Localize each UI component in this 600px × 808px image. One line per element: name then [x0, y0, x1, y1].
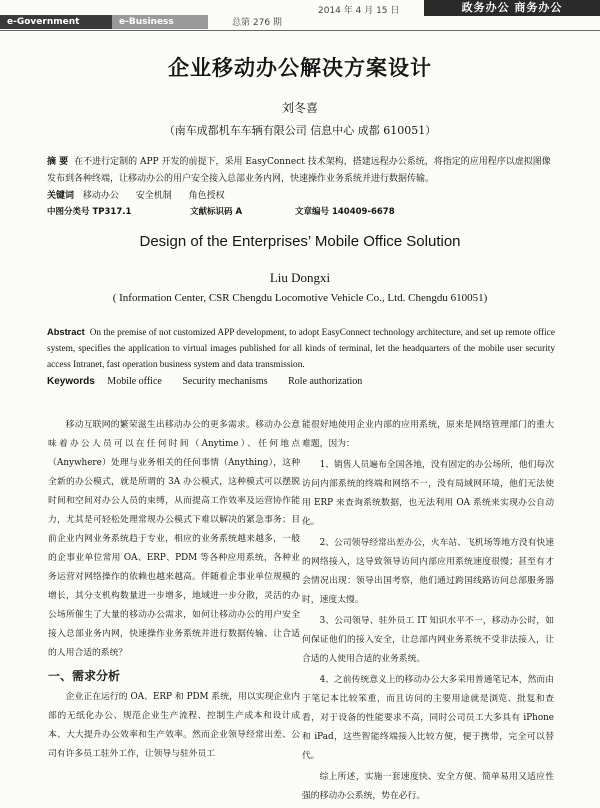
author-en: Liu Dongxi — [269, 270, 331, 285]
author-cn: 刘冬喜 — [281, 101, 318, 115]
body-paragraph: 企业正在运行的 OA、ERP 和 PDM 系统，用以实现企业内部的无纸化办公、规范企业生产流程、控制生产成本和设计成本、大大提升办公效率和生产效率。然而企业领导经常出差、公司有许多员工驻外工作，让领导与驻外员工 — [48, 692, 300, 759]
keywords-en-label: Keywords — [47, 376, 95, 387]
body-column-right — [302, 416, 554, 808]
affiliation-en: ( Information Center, CSR Chengdu Locomotive Vehicle Co., Ltd. Chengdu 610051) — [112, 292, 488, 304]
document-code: 文献标识码 A — [190, 207, 243, 217]
keyword-cn: 移动办公 — [82, 191, 119, 201]
body-paragraph: 1、销售人员遍布全国各地，没有固定的办公场所，他们每次访问内部系统的终端和网络不一，没有局域网环境，他们无法使用 ERP 来查询系统数据，也无法利用 OA 系统来实现办公自动化。 — [302, 460, 554, 527]
paper-title-en: Design of the Enterprises’ Mobile Office Solution — [139, 233, 461, 250]
abstract-en — [47, 324, 555, 373]
abstract-cn-text: 在不进行定制的 APP 开发的前提下，采用 EasyConnect 技术架构，搭建远程办公系统，将指定的应用程序以虚拟图像发布到各种终端，让移动办公的用户安全接入总部业务内网，快速操作业务系统并进行数据传输。 — [47, 157, 551, 184]
abstract-cn — [47, 154, 552, 188]
abstract-cn-label: 摘 要 — [47, 157, 69, 167]
keyword-en: Mobile office — [107, 376, 162, 387]
header-divider — [0, 30, 600, 31]
publication-date: 2014 年 4 月 15 日 — [318, 6, 400, 16]
paper-title-cn: 企业移动办公解决方案设计 — [168, 56, 432, 80]
body-paragraph: 移动互联网的繁荣滋生出移动办公的更多需求。移动办公意味着办公人员可以在任何时间（Anytime）、任何地点（Anywhere）处理与业务相关的任何事情（Anything），这种全新的办公模式，就是所谓的 3A 办公模式，这种模式可以摆脱时间和空间对办公人员的束缚，从而提高工作效率及运营协作能力，尤其是可轻松处理常规办公模式下难以解决的紧急事务；目前企业内网业务系统趋于专业，相应的业务系统越来越多，一般的企事业单位常用 OA、ERP、PDM 等各种应用系统，各种业务运营对网络操作的依赖也越来越高。伴随着企事业单位规模的增长，其分支机构数量进一步增多，地域进一步分散，灵活的办公场所催生了大量的移动办公需求，如何让移动办公的用户安全接入总部业务内网，快速操作业务系统并进行数据传输、让合适的人用合适的系统？ — [48, 420, 300, 658]
body-paragraph: 能很好地使用企业内部的应用系统，原来是网络管理部门的重大难题，因为： — [302, 420, 554, 449]
keyword-en: Security mechanisms — [182, 376, 268, 387]
keyword-en: Role authorization — [288, 376, 363, 387]
keywords-en — [47, 376, 380, 387]
body-paragraph: 2、公司领导经常出差办公，火车站、飞机场等地方没有快速的网络接入，这导致领导访问内部应用系统速度很慢；甚至有才会情况出现：领导出国考察，他们通过跨国线路访问总部服务器时，速度太慢。 — [302, 538, 554, 605]
clc-number: 中图分类号 TP317.1 — [47, 207, 132, 217]
keywords-cn-label: 关键词 — [47, 191, 75, 201]
section-brand: 政务办公 商务办公 — [424, 0, 600, 16]
category-tag-e-government: e-Government — [0, 15, 126, 29]
category-tag-e-business: e-Business — [112, 15, 208, 29]
body-paragraph: 4、之前传统意义上的移动办公大多采用普通笔记本，然而由于笔记本比较笨重，而且访问的主要用途就是浏览、批复和查看，对于设备的性能要求不高，同时公司员工大多具有 iPhone 和 iPad，这些智能终端接入比较方便，便于携带，完全可以替代。 — [302, 675, 554, 761]
section-heading: 一、需求分析 — [48, 669, 121, 683]
abstract-en-text: On the premise of not customized APP development, to adopt EasyConnect technology architecture, and set up remote office system, specifies the application to virtual images published for all kinds of terminal, let the headquarters of the mobile user security access Intranet, fast operation business system and data transmission. — [47, 328, 555, 370]
keywords-cn — [47, 188, 239, 201]
body-paragraph: 综上所述，实施一套速度快、安全方便、简单易用又适应性强的移动办公系统，势在必行。 — [302, 772, 554, 801]
article-number: 文章编号 140409-6678 — [295, 207, 395, 217]
abstract-en-label: Abstract — [47, 327, 85, 337]
body-column-left — [48, 416, 300, 766]
issue-number: 总第 276 期 — [232, 18, 282, 28]
keyword-cn: 角色授权 — [188, 191, 225, 201]
affiliation-cn: （南车成都机车车辆有限公司 信息中心 成都 610051） — [163, 124, 437, 137]
keyword-cn: 安全机制 — [135, 191, 172, 201]
body-paragraph: 3、公司领导、驻外员工 IT 知识水平不一，移动办公时，如何保证他们的接入安全，让总部内网业务系统不受非法接入，让合适的人使用合适的业务系统。 — [302, 616, 554, 664]
